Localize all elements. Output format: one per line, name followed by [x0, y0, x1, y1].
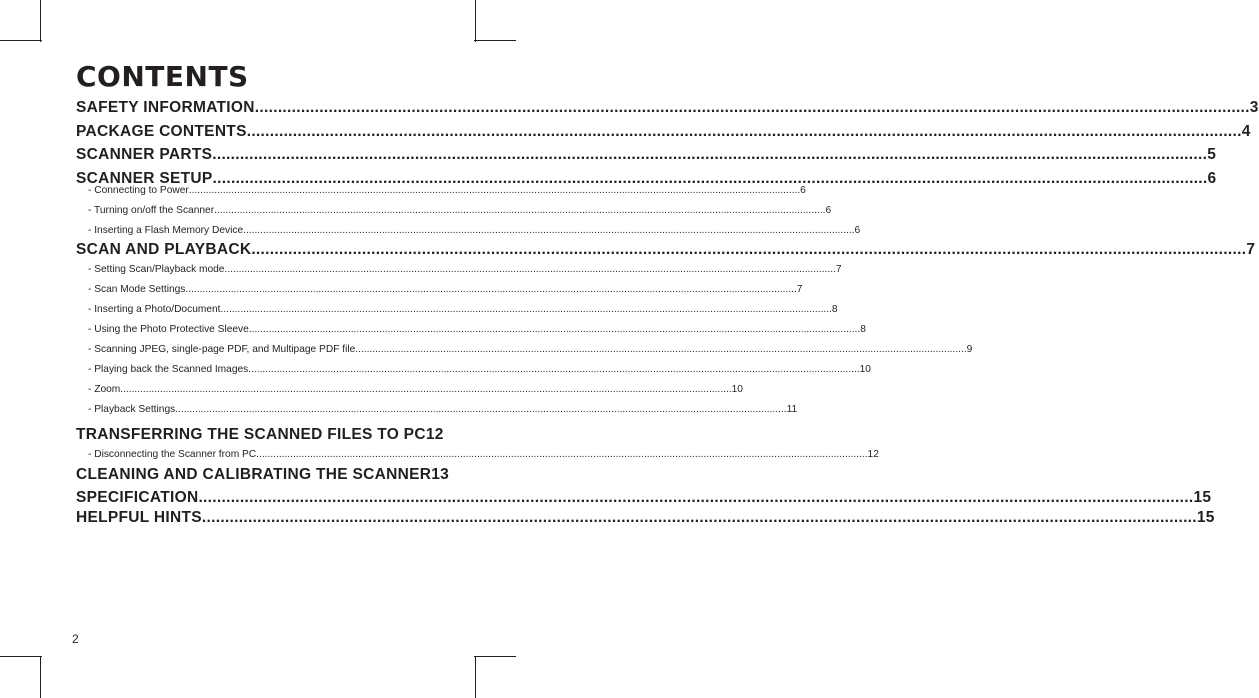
toc-page-number: 12 [425, 426, 444, 443]
toc-section-entry [76, 509, 1215, 527]
toc-entry-text: SAFETY INFORMATION [76, 99, 255, 116]
toc-leader-dots [120, 384, 731, 395]
toc-section-entry [76, 426, 442, 444]
toc-section-entry [76, 466, 450, 484]
toc-subsection-entry [76, 225, 861, 236]
toc-subsection-entry [76, 324, 866, 335]
toc-entry-text: - Playing back the Scanned Images [88, 364, 249, 375]
crop-mark-top-left-vertical [40, 0, 41, 42]
toc-page-number: 11 [786, 404, 798, 415]
toc-subsection-entry [76, 449, 879, 460]
toc-leader-dots [185, 284, 796, 295]
toc-page-number: 12 [867, 449, 879, 460]
toc-leader-dots [355, 344, 966, 355]
toc-section-entry [76, 146, 1217, 164]
toc-page-number: 15 [1196, 509, 1215, 526]
toc-entry-text: - Scan Mode Settings [88, 284, 186, 295]
toc-page-number: 8 [860, 324, 866, 335]
toc-entry-text: HELPFUL HINTS [76, 509, 202, 526]
toc-leader-dots [251, 241, 1246, 259]
toc-subsection-entry [76, 284, 803, 295]
toc-page-number: 8 [831, 304, 838, 315]
toc-page-number: 7 [796, 284, 803, 295]
toc-subsection-entry [76, 364, 871, 375]
toc-page-number: 15 [1193, 489, 1212, 506]
toc-entry-text: PACKAGE CONTENTS [76, 123, 247, 140]
toc-leader-dots [202, 509, 1197, 527]
toc-entry-text: - Disconnecting the Scanner from PC [88, 449, 257, 460]
toc-page-number: 10 [731, 384, 743, 395]
toc-entry-text: - Connecting to Power [88, 185, 189, 196]
toc-entry-text: - Using the Photo Protective Sleeve [88, 324, 249, 335]
toc-leader-dots [255, 99, 1250, 117]
toc-page-number: 7 [835, 264, 842, 275]
crop-mark-bottom-right-horizontal [474, 656, 516, 657]
crop-mark-top-right-vertical [475, 0, 476, 42]
toc-entry-text: - Inserting a Flash Memory Device [88, 225, 244, 236]
toc-entry-text: - Zoom [88, 384, 121, 395]
page-title: CONTENTS [76, 60, 249, 93]
toc-subsection-entry [76, 344, 973, 355]
crop-mark-bottom-right-vertical [475, 656, 476, 698]
toc-leader-dots [256, 449, 867, 460]
toc-page-number: 6 [825, 205, 832, 216]
toc-leader-dots [175, 404, 786, 415]
toc-entry-text: TRANSFERRING THE SCANNED FILES TO PC [76, 426, 426, 443]
toc-page-number: 13 [431, 466, 450, 483]
toc-page-number: 7 [1246, 241, 1256, 258]
crop-mark-bottom-left-horizontal [0, 656, 42, 657]
toc-leader-dots [248, 364, 859, 375]
toc-page-number: 6 [854, 225, 861, 236]
crop-mark-top-right-horizontal [474, 40, 516, 41]
toc-subsection-entry [76, 264, 842, 275]
toc-page-number: 3 [1249, 99, 1259, 116]
toc-entry-text: - Playback Settings [88, 404, 176, 415]
toc-leader-dots [247, 123, 1242, 141]
toc-section-entry [76, 489, 1212, 507]
toc-subsection-entry [76, 304, 838, 315]
toc-leader-dots [243, 225, 854, 236]
toc-entry-text: CLEANING AND CALIBRATING THE SCANNER [76, 466, 432, 483]
toc-entry-text: SCANNER SETUP [76, 170, 213, 187]
page-number: 2 [72, 632, 79, 646]
toc-entry-text: - Scanning JPEG, single-page PDF, and Multipage PDF file [88, 344, 356, 355]
toc-entry-text: SCANNER PARTS [76, 146, 213, 163]
toc-page-number: 5 [1207, 146, 1217, 163]
toc-section-entry [76, 123, 1251, 141]
toc-page-number: 6 [1207, 170, 1217, 187]
toc-entry-text: - Inserting a Photo/Document [88, 304, 221, 315]
toc-leader-dots [221, 304, 832, 315]
toc-leader-dots [198, 489, 1193, 507]
toc-section-entry [76, 241, 1256, 259]
toc-page-number: 10 [859, 364, 871, 375]
crop-mark-bottom-left-vertical [40, 656, 41, 698]
toc-entry-text: - Setting Scan/Playback mode [88, 264, 225, 275]
toc-subsection-entry [76, 205, 832, 216]
crop-mark-top-left-horizontal [0, 40, 42, 41]
toc-subsection-entry [76, 185, 806, 196]
toc-leader-dots [224, 264, 835, 275]
toc-subsection-entry [76, 384, 743, 395]
toc-page-number: 9 [966, 344, 973, 355]
toc-entry-text: - Turning on/off the Scanner [88, 205, 215, 216]
toc-page-number: 4 [1241, 123, 1251, 140]
toc-entry-text: SCAN AND PLAYBACK [76, 241, 252, 258]
toc-leader-dots [214, 205, 825, 216]
toc-entry-text: SPECIFICATION [76, 489, 199, 506]
toc-leader-dots [189, 185, 800, 196]
toc-leader-dots [212, 146, 1207, 164]
toc-subsection-entry [76, 404, 798, 415]
toc-section-entry [76, 99, 1259, 117]
toc-page-number: 6 [800, 185, 806, 196]
toc-leader-dots [249, 324, 860, 335]
